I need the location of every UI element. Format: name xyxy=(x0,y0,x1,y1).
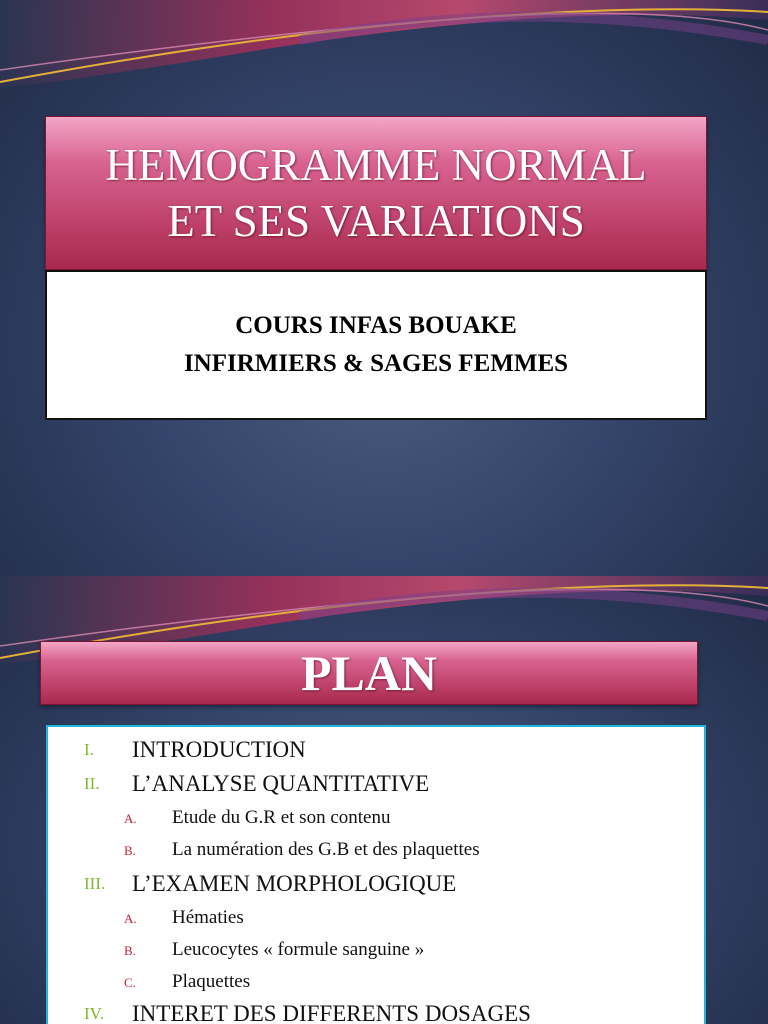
item-text: L’EXAMEN MORPHOLOGIQUE xyxy=(132,871,457,896)
item-text: Leucocytes « formule sanguine » xyxy=(172,939,425,960)
item-number: III. xyxy=(84,874,106,893)
subtitle-line-2: INFIRMIERS & SAGES FEMMES xyxy=(183,350,569,377)
item-text: INTRODUCTION xyxy=(132,737,306,762)
item-number: II. xyxy=(84,774,100,793)
plan-slide xyxy=(0,576,768,1024)
item-text: L’ANALYSE QUANTITATIVE xyxy=(132,771,430,796)
item-text: Hématies xyxy=(172,907,244,928)
plan-outline xyxy=(46,725,706,1024)
title-banner xyxy=(45,116,707,270)
item-letter: A. xyxy=(124,911,137,926)
item-number: IV. xyxy=(84,1004,104,1023)
item-text: Etude du G.R et son contenu xyxy=(172,807,391,828)
item-number: I. xyxy=(84,740,94,759)
subtitle-line-1: COURS INFAS BOUAKE xyxy=(235,312,517,339)
item-text: Plaquettes xyxy=(172,971,251,992)
subtitle-box xyxy=(45,270,707,420)
plan-banner xyxy=(40,641,698,705)
item-letter: B. xyxy=(124,843,136,858)
plan-title: PLAN xyxy=(300,645,438,701)
item-letter: A. xyxy=(124,811,137,826)
item-letter: C. xyxy=(124,975,136,990)
item-text: La numération des G.B et des plaquettes xyxy=(172,839,480,860)
title-line-1: HEMOGRAMME NORMAL xyxy=(105,140,647,190)
item-letter: B. xyxy=(124,943,136,958)
decorative-swoosh xyxy=(0,0,768,110)
item-text: INTERET DES DIFFERENTS DOSAGES xyxy=(132,1001,531,1024)
title-line-2: ET SES VARIATIONS xyxy=(167,196,585,246)
